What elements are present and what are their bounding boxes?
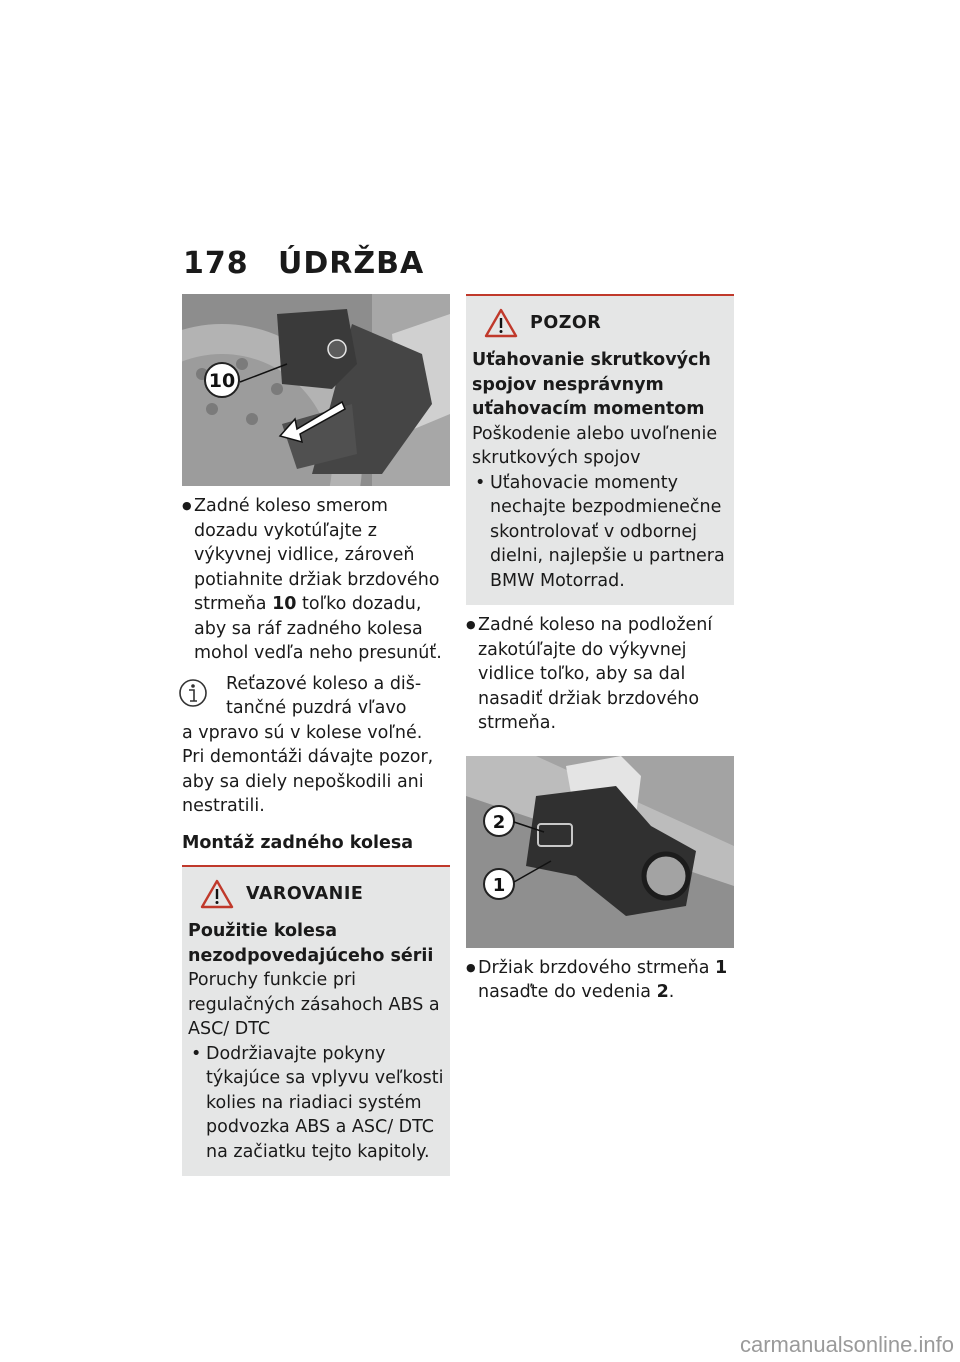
warning-label: VAROVANIE [246,883,364,904]
caution-body: Poškodenie alebo uvoľnenie skrutkových spojov [472,423,718,468]
caution-label: POZOR [530,312,602,333]
page-header [183,246,424,281]
chapter-title: ÚDRŽBA [278,246,425,281]
step-insert-holder: ● Držiak brzdového strmeňa 1 nasaďte do vedenia 2. [466,956,734,1005]
info-icon [178,676,208,710]
caution-box [466,294,734,605]
info-text: a vpravo sú v kolese voľné. Pri demontáži dávajte pozor, aby sa diely nepoškodili ani nestratili. [182,722,434,816]
warning-body: Poruchy funkcie pri regulačných zásahoch ABS a ASC/ DTC [188,970,440,1039]
info-line-2: tančné puzdrá vľavo [226,698,407,718]
info-note [182,672,450,819]
caliper-holder-illustration [466,756,734,948]
watermark: carmanualsonline.info [739,1332,954,1357]
caliper-holder-photo [466,756,734,948]
step-roll-wheel: ● Zadné koleso na podložení zakotúľajte do výkyvnej vidlice toľko, aby sa dal nasadiť držiak brzdového strmeňa. [466,613,734,736]
right-column [466,294,734,1005]
warning-icon [200,879,234,909]
step-remove-wheel: ● Zadné koleso smerom dozadu vykotúľajte z výkyvnej vidlice, zároveň potiahnite držiak brzdového strmeňa 10 toľko dozadu, aby sa ráf zadného kolesa mohol vedľa neho presunúť. [182,494,450,666]
warning-title: Použitie kolesa nezodpovedajúceho sérii [188,921,434,966]
brake-caliper-photo [182,294,450,486]
brake-caliper-illustration [182,294,450,486]
callout-10: 10 [208,370,236,392]
left-column [182,294,450,1176]
caution-title: Uťahovanie skrutkových spojov nesprávnym uťahovacím momentom [472,350,711,419]
section-title: Montáž zadného kolesa [182,832,414,853]
caution-bullet: • Uťahovacie momenty nechajte bezpodmienečne skontrolovať v odbornej dielni, najlepšie u partnera BMW Motorrad. [472,471,728,594]
callout-1: 1 [492,874,506,896]
callout-2: 2 [492,811,506,833]
page-number: 178 [183,246,249,281]
warning-bullet: • Dodržiavajte pokyny týkajúce sa vplyvu veľkosti kolies na riadiaci systém podvozka ABS a ASC/ DTC na začiatku tejto kapitoly. [188,1042,444,1165]
warning-box [182,865,450,1176]
caution-icon [484,308,518,338]
info-line-1: Reťazové koleso a diš- [226,673,422,694]
